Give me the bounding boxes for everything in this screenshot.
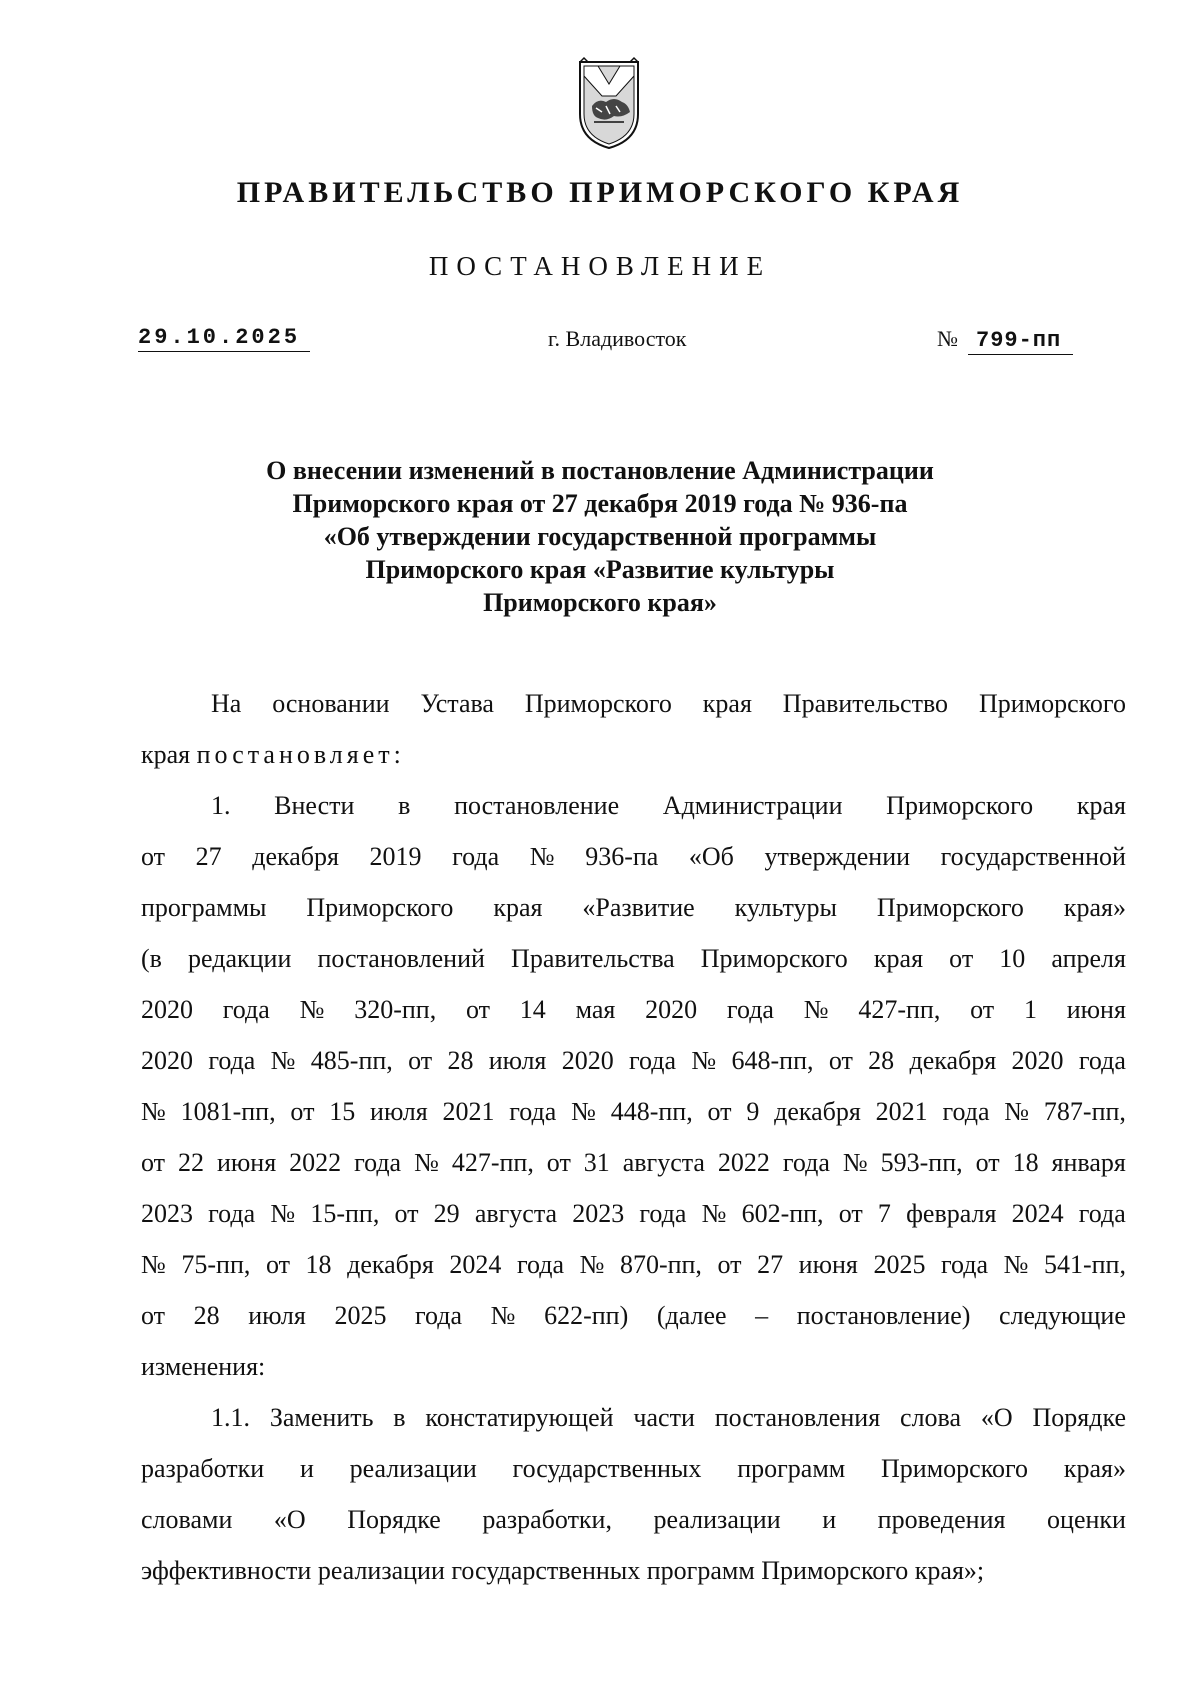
body-word: от	[141, 842, 166, 871]
body-word: края»;	[914, 1556, 985, 1585]
body-word: №	[579, 1250, 605, 1279]
body-word: (в	[141, 944, 162, 973]
body-word: 29	[433, 1199, 460, 1228]
body-word: «Об	[688, 842, 734, 871]
document-number	[937, 326, 1073, 355]
body-word: 427-пп,	[858, 995, 941, 1024]
body-word: На	[211, 689, 242, 718]
body-word: года	[1078, 1199, 1126, 1228]
body-word: Приморского	[306, 893, 454, 922]
body-word: 2020	[1011, 1046, 1064, 1075]
body-word: культуры	[734, 893, 838, 922]
body-word: 28	[193, 1301, 220, 1330]
body-word: №	[1003, 1250, 1029, 1279]
body-word: года	[452, 842, 500, 871]
body-word: 602-пп,	[741, 1199, 824, 1228]
body-word: июля	[488, 1046, 547, 1075]
body-word: года	[354, 1148, 402, 1177]
body-word: июля	[370, 1097, 428, 1126]
body-word: декабря	[347, 1250, 434, 1279]
body-word: констатирующей	[425, 1403, 614, 1432]
body-line	[141, 882, 1126, 933]
body-word: программ	[646, 1556, 755, 1585]
body-word: Правительство	[782, 689, 949, 718]
body-word: от	[949, 944, 974, 973]
body-word: 2020	[645, 995, 698, 1024]
body-word: года	[782, 1148, 830, 1177]
body-word: разработки,	[482, 1505, 612, 1534]
body-line	[141, 1545, 1126, 1596]
body-word: №	[803, 995, 829, 1024]
body-word: от	[828, 1046, 853, 1075]
body-word: 2021	[875, 1097, 928, 1126]
body-word: разработки	[141, 1454, 265, 1483]
body-line	[141, 1392, 1126, 1443]
body-word: «Развитие	[582, 893, 695, 922]
body-word: Приморского	[886, 791, 1034, 820]
body-word: края	[873, 944, 924, 973]
coat-of-arms-emblem	[576, 56, 642, 150]
body-word: 485-пп,	[310, 1046, 393, 1075]
body-word: декабря	[252, 842, 339, 871]
body-word: 31	[583, 1148, 610, 1177]
body-word: 936-па	[585, 842, 659, 871]
subject-line: Приморского края «Развитие культуры	[365, 555, 835, 584]
body-word: августа	[622, 1148, 705, 1177]
body-word: 541-пп,	[1043, 1250, 1126, 1279]
resolves-word: постановляет:	[196, 740, 405, 769]
body-word: 18	[1012, 1148, 1039, 1177]
body-word: утверждении	[764, 842, 911, 871]
body-word: 448-пп,	[610, 1097, 693, 1126]
body-word: края	[141, 740, 191, 769]
body-word: 1.	[211, 791, 231, 820]
body-word: изменения:	[141, 1352, 266, 1381]
body-word: года	[1078, 1046, 1126, 1075]
body-word: оценки	[1047, 1505, 1126, 1534]
body-word: июня	[1066, 995, 1126, 1024]
body-word: 2024	[1011, 1199, 1064, 1228]
body-word: года	[222, 995, 270, 1024]
body-word: словами	[141, 1505, 233, 1534]
body-word: Устава	[420, 689, 494, 718]
body-word: Приморского	[761, 1556, 909, 1585]
body-word: года	[941, 1250, 989, 1279]
body-word: №	[571, 1097, 596, 1126]
body-word: Приморского	[881, 1454, 1029, 1483]
body-word: (далее	[656, 1301, 727, 1330]
body-word: края	[493, 893, 543, 922]
body-word: государственных	[451, 1556, 641, 1585]
document-type: ПОСТАНОВЛЕНИЕ	[428, 251, 772, 281]
body-word: Внести	[274, 791, 355, 820]
body-word: 427-пп,	[451, 1148, 534, 1177]
body-word: 320-пп,	[354, 995, 437, 1024]
body-word: №	[1004, 1097, 1030, 1126]
body-word: июля	[248, 1301, 306, 1330]
body-word: 2025	[334, 1301, 387, 1330]
body-word: края»	[1063, 1454, 1126, 1483]
document-date: 29.10.2025	[138, 325, 310, 352]
body-word: от	[290, 1097, 315, 1126]
body-word: №	[701, 1199, 727, 1228]
body-word: реализации	[653, 1505, 781, 1534]
body-word: №	[691, 1046, 717, 1075]
body-word: Правительства	[511, 944, 675, 973]
body-word: №	[529, 842, 555, 871]
body-word: эффективности	[141, 1556, 312, 1585]
body-word: №	[270, 1199, 296, 1228]
body-word: декабря	[909, 1046, 997, 1075]
body-word: от	[838, 1199, 863, 1228]
body-word: №	[270, 1046, 296, 1075]
body-word: года	[629, 1046, 677, 1075]
body-word: года	[516, 1250, 564, 1279]
body-word: Администрации	[662, 791, 843, 820]
body-word: 2025	[873, 1250, 926, 1279]
body-word: 15	[329, 1097, 356, 1126]
body-word: 2023	[572, 1199, 625, 1228]
body-word: государственных	[512, 1454, 702, 1483]
body-word: 14	[519, 995, 546, 1024]
body-word: года	[509, 1097, 557, 1126]
body-word: года	[942, 1097, 990, 1126]
body-line	[141, 831, 1126, 882]
body-word: года	[208, 1046, 256, 1075]
body-word: от	[717, 1250, 742, 1279]
body-word: «О	[980, 1403, 1013, 1432]
body-word: июня	[798, 1250, 858, 1279]
body-word: и	[299, 1454, 314, 1483]
body-word: №	[299, 995, 325, 1024]
body-word: и	[822, 1505, 837, 1534]
body-word: от	[546, 1148, 571, 1177]
body-word: Приморского	[524, 689, 672, 718]
body-word: №	[141, 1097, 166, 1126]
body-word: мая	[575, 995, 616, 1024]
body-word: от	[141, 1148, 166, 1177]
body-word: 2022	[289, 1148, 342, 1177]
body-word: слова	[900, 1403, 962, 1432]
number-sign: №	[937, 326, 958, 351]
body-word: 7	[877, 1199, 891, 1228]
body-word: 648-пп,	[731, 1046, 814, 1075]
body-word: 2020	[141, 1046, 193, 1075]
body-word: от	[141, 1301, 166, 1330]
body-line	[141, 984, 1126, 1035]
body-word: реализации	[349, 1454, 477, 1483]
body-word: января	[1051, 1148, 1126, 1177]
body-word: апреля	[1051, 944, 1126, 973]
subject-line: «Об утверждении государственной программы	[323, 522, 877, 551]
body-word: Приморского	[876, 893, 1024, 922]
body-word: края»	[1063, 893, 1126, 922]
body-word: 28	[447, 1046, 474, 1075]
body-word: постановлений	[317, 944, 485, 973]
body-word: №	[414, 1148, 439, 1177]
body-word: «О	[273, 1505, 306, 1534]
body-word: 1	[1023, 995, 1037, 1024]
body-line	[141, 678, 1126, 729]
body-word: 75-пп,	[181, 1250, 251, 1279]
body-word: №	[141, 1250, 166, 1279]
body-word: 27	[757, 1250, 784, 1279]
body-word: 2020	[561, 1046, 614, 1075]
body-word: года	[208, 1199, 256, 1228]
document-body	[141, 678, 1126, 1596]
body-word: от	[265, 1250, 290, 1279]
body-word: следующие	[999, 1301, 1126, 1330]
body-line	[141, 1137, 1126, 1188]
body-word: от	[707, 1097, 732, 1126]
body-word: от	[975, 1148, 1000, 1177]
body-word: от	[394, 1199, 419, 1228]
body-word: №	[490, 1301, 516, 1330]
body-word: 1081-пп,	[180, 1097, 276, 1126]
body-word: Порядке	[1032, 1403, 1126, 1432]
body-word: от	[408, 1046, 433, 1075]
number-value: 799-пп	[968, 328, 1073, 355]
body-word: года	[415, 1301, 463, 1330]
body-word: февраля	[906, 1199, 997, 1228]
body-word: постановление)	[796, 1301, 971, 1330]
body-word: 2019	[369, 842, 422, 871]
document-city: г. Владивосток	[548, 326, 687, 351]
body-word: 1.1.	[211, 1403, 250, 1432]
body-word: 593-пп,	[880, 1148, 963, 1177]
body-word: Приморского	[700, 944, 848, 973]
body-line	[141, 729, 1126, 780]
body-word: в	[398, 791, 411, 820]
body-word: 28	[868, 1046, 895, 1075]
body-word: государственной	[940, 842, 1126, 871]
subject-line: Приморского края»	[483, 588, 717, 617]
body-word: постановление	[454, 791, 620, 820]
body-line	[141, 1290, 1126, 1341]
body-line	[141, 1341, 1126, 1392]
body-word: Приморского	[978, 689, 1126, 718]
body-word: августа	[474, 1199, 558, 1228]
body-word: проведения	[877, 1505, 1006, 1534]
body-word: 622-пп)	[544, 1301, 629, 1330]
body-word: постановления	[714, 1403, 881, 1432]
body-line	[141, 1188, 1126, 1239]
body-word: 22	[177, 1148, 204, 1177]
body-word: 870-пп,	[619, 1250, 702, 1279]
body-word: Порядке	[347, 1505, 441, 1534]
body-word: программы	[141, 893, 267, 922]
body-word: 2021	[442, 1097, 495, 1126]
body-word: 787-пп,	[1043, 1097, 1126, 1126]
body-word: основании	[272, 689, 390, 718]
body-line	[141, 780, 1126, 831]
body-word: части	[633, 1403, 695, 1432]
document-subject	[160, 454, 1040, 619]
body-line	[141, 1494, 1126, 1545]
body-word: года	[639, 1199, 687, 1228]
subject-line: Приморского края от 27 декабря 2019 года № 936-па	[292, 489, 908, 518]
body-word: Заменить	[269, 1403, 374, 1432]
body-word: года	[726, 995, 774, 1024]
body-word: программ	[737, 1454, 846, 1483]
body-word: 2023	[141, 1199, 193, 1228]
body-word: 2022	[717, 1148, 770, 1177]
body-word: края	[702, 689, 752, 718]
body-word: №	[842, 1148, 868, 1177]
body-word: декабря	[774, 1097, 861, 1126]
body-word: от	[970, 995, 995, 1024]
body-word: редакции	[188, 944, 292, 973]
body-line	[141, 933, 1126, 984]
body-word: 2024	[449, 1250, 502, 1279]
body-word: июня	[216, 1148, 277, 1177]
body-word: –	[755, 1301, 769, 1330]
body-line	[141, 1086, 1126, 1137]
body-word: 10	[999, 944, 1026, 973]
body-line	[141, 1035, 1126, 1086]
body-word: в	[393, 1403, 406, 1432]
subject-line: О внесении изменений в постановление Администрации	[266, 456, 934, 485]
body-word: края	[1076, 791, 1126, 820]
body-word: 9	[746, 1097, 760, 1126]
body-line	[141, 1239, 1126, 1290]
body-word: реализации	[317, 1556, 445, 1585]
body-word: 18	[305, 1250, 332, 1279]
body-word: от	[465, 995, 491, 1024]
body-word: 27	[195, 842, 222, 871]
body-word: 2020	[141, 995, 193, 1024]
body-word: 15-пп,	[310, 1199, 380, 1228]
government-title: ПРАВИТЕЛЬСТВО ПРИМОРСКОГО КРАЯ	[236, 176, 964, 209]
body-line	[141, 1443, 1126, 1494]
